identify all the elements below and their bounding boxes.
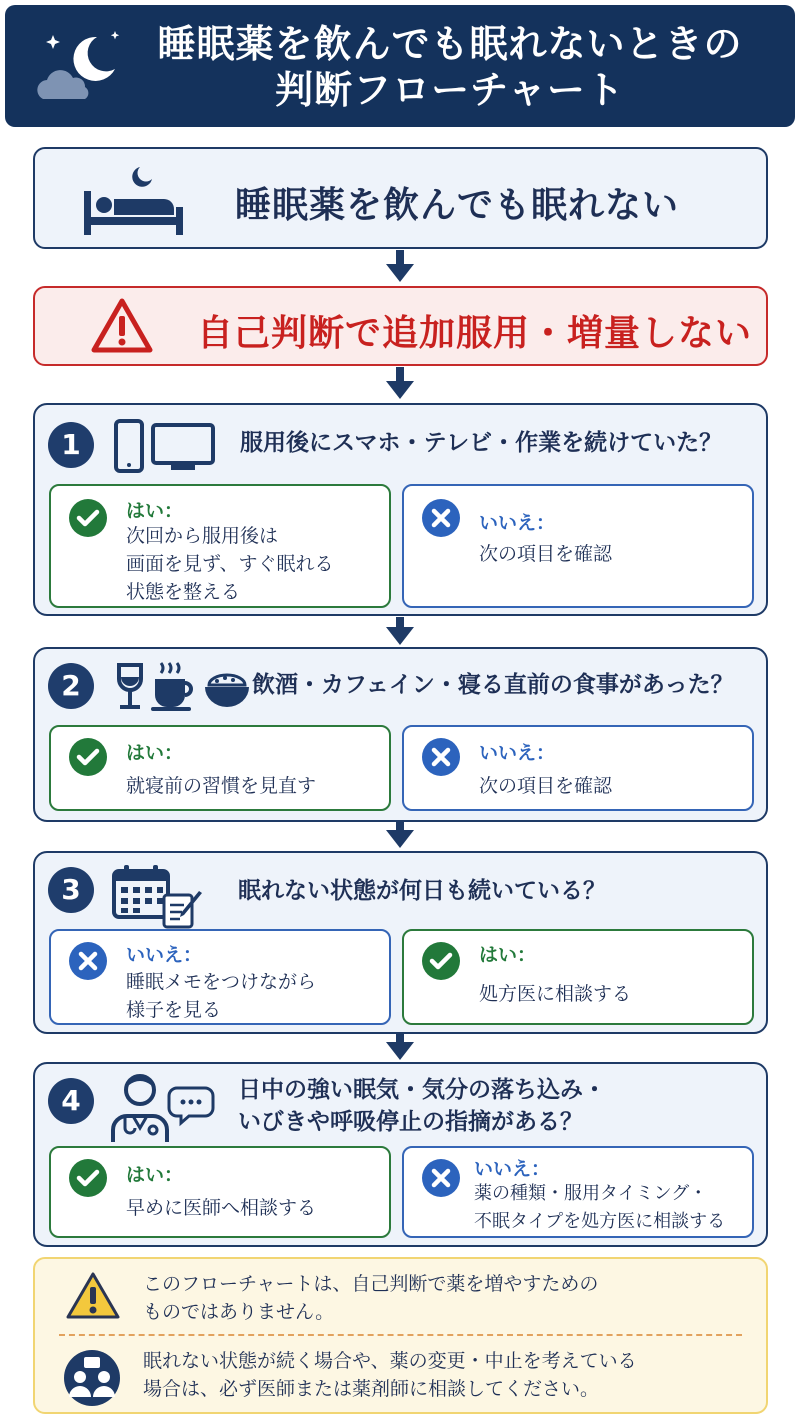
step-question: 服用後にスマホ・テレビ・作業を続けていた？ [240,430,723,456]
answer-yes [49,484,391,608]
note-advice: 眠れない状態が続く場合や、薬の変更・中止を考えている 場合は、必ず医師または薬剤師に相談してください。 [143,1350,637,1400]
step-question [238,1074,606,1138]
header-banner [5,5,795,127]
answer-body: 薬の種類・服用タイミング・ 不眠タイプを処方医に相談する [474,1183,726,1232]
answer-no [402,725,754,811]
caution-icon [65,1271,121,1321]
step-question: 飲酒・カフェイン・寝る直前の食事があった？ [252,672,734,698]
cross-icon [422,1159,460,1197]
step-number: 4 [48,1078,94,1124]
answer-no [402,484,754,608]
cross-icon [69,942,107,980]
answer-yes [49,1146,391,1238]
question-line-1: 日中の強い眠気・気分の落ち込み・ [238,1077,606,1103]
cross-icon [422,738,460,776]
caution-note [33,1257,768,1414]
step-number: 2 [48,663,94,709]
rice-bowl-icon [205,675,249,707]
answer-no [49,929,391,1025]
step-4 [33,1062,768,1247]
moon-star-icon [35,27,125,107]
answer-yes [402,929,754,1025]
calendar-memo-icons [110,863,205,929]
answer-body: 処方医に相談する [479,983,632,1005]
answer-body: 次の項目を確認 [479,543,613,565]
question-line-2: いびきや呼吸停止の指摘がある？ [238,1109,583,1135]
doctor-consult-icons [105,1070,215,1146]
coffee-cup-icon [151,663,191,711]
start-node [33,147,768,249]
note-disclaimer: このフローチャートは、自己判断で薬を増やすための ものではありません。 [143,1273,599,1323]
check-icon [69,499,107,537]
answer-body: 睡眠メモをつけながら 様子を見る [126,971,317,1021]
step-number: 1 [48,422,94,468]
answer-label: いいえ： [479,512,556,534]
flow-arrow [384,250,416,284]
flow-arrow [384,1034,416,1062]
answer-label: はい： [126,1164,184,1186]
smartphone-icon [116,421,142,471]
flow-arrow [384,617,416,647]
warning-triangle-icon [90,296,154,356]
answer-label: いいえ： [479,742,556,764]
calendar-icon [114,865,168,917]
check-icon [69,738,107,776]
tv-icon [153,425,213,470]
answer-label: いいえ： [474,1158,551,1180]
answer-label: はい： [479,944,537,966]
smartphone-tv-icons [113,419,218,475]
answer-no [402,1146,754,1238]
bed-icon [80,163,190,239]
check-icon [422,942,460,980]
step-number: 3 [48,867,94,913]
title-line-1: 睡眠薬を飲んでも眠れないときの [157,22,743,66]
step-1 [33,403,768,616]
answer-label: はい： [126,500,184,522]
start-text: 睡眠薬を飲んでも眠れない [235,185,680,226]
answer-label: いいえ： [126,944,203,966]
answer-body: 次の項目を確認 [479,775,613,797]
answer-body: 早めに医師へ相談する [126,1197,317,1219]
step-question: 眠れない状態が何日も続いている？ [238,878,606,904]
warning-node [33,286,768,366]
cross-icon [422,499,460,537]
speech-bubble-icon [169,1088,213,1123]
warning-text: 自己判断で追加服用・増量しない [197,313,753,354]
wine-glass-icon [119,665,141,709]
answer-label: はい： [126,742,184,764]
step-2 [33,647,768,822]
answer-yes [49,725,391,811]
drink-food-icons [113,661,263,713]
memo-pencil-icon [164,891,202,927]
pharmacist-consult-icon [63,1349,121,1407]
answer-body: 次回から服用後は 画面を見ず、すぐ眠れる 状態を整える [126,525,334,603]
doctor-icon [113,1076,167,1142]
answer-body: 就寝前の習慣を見直す [126,775,317,797]
title-line-2: 判断フローチャート [275,68,625,112]
check-icon [69,1159,107,1197]
flow-arrow [384,367,416,401]
page-title [125,21,775,113]
flow-arrow [384,822,416,850]
note-divider [59,1334,742,1336]
step-3 [33,851,768,1034]
